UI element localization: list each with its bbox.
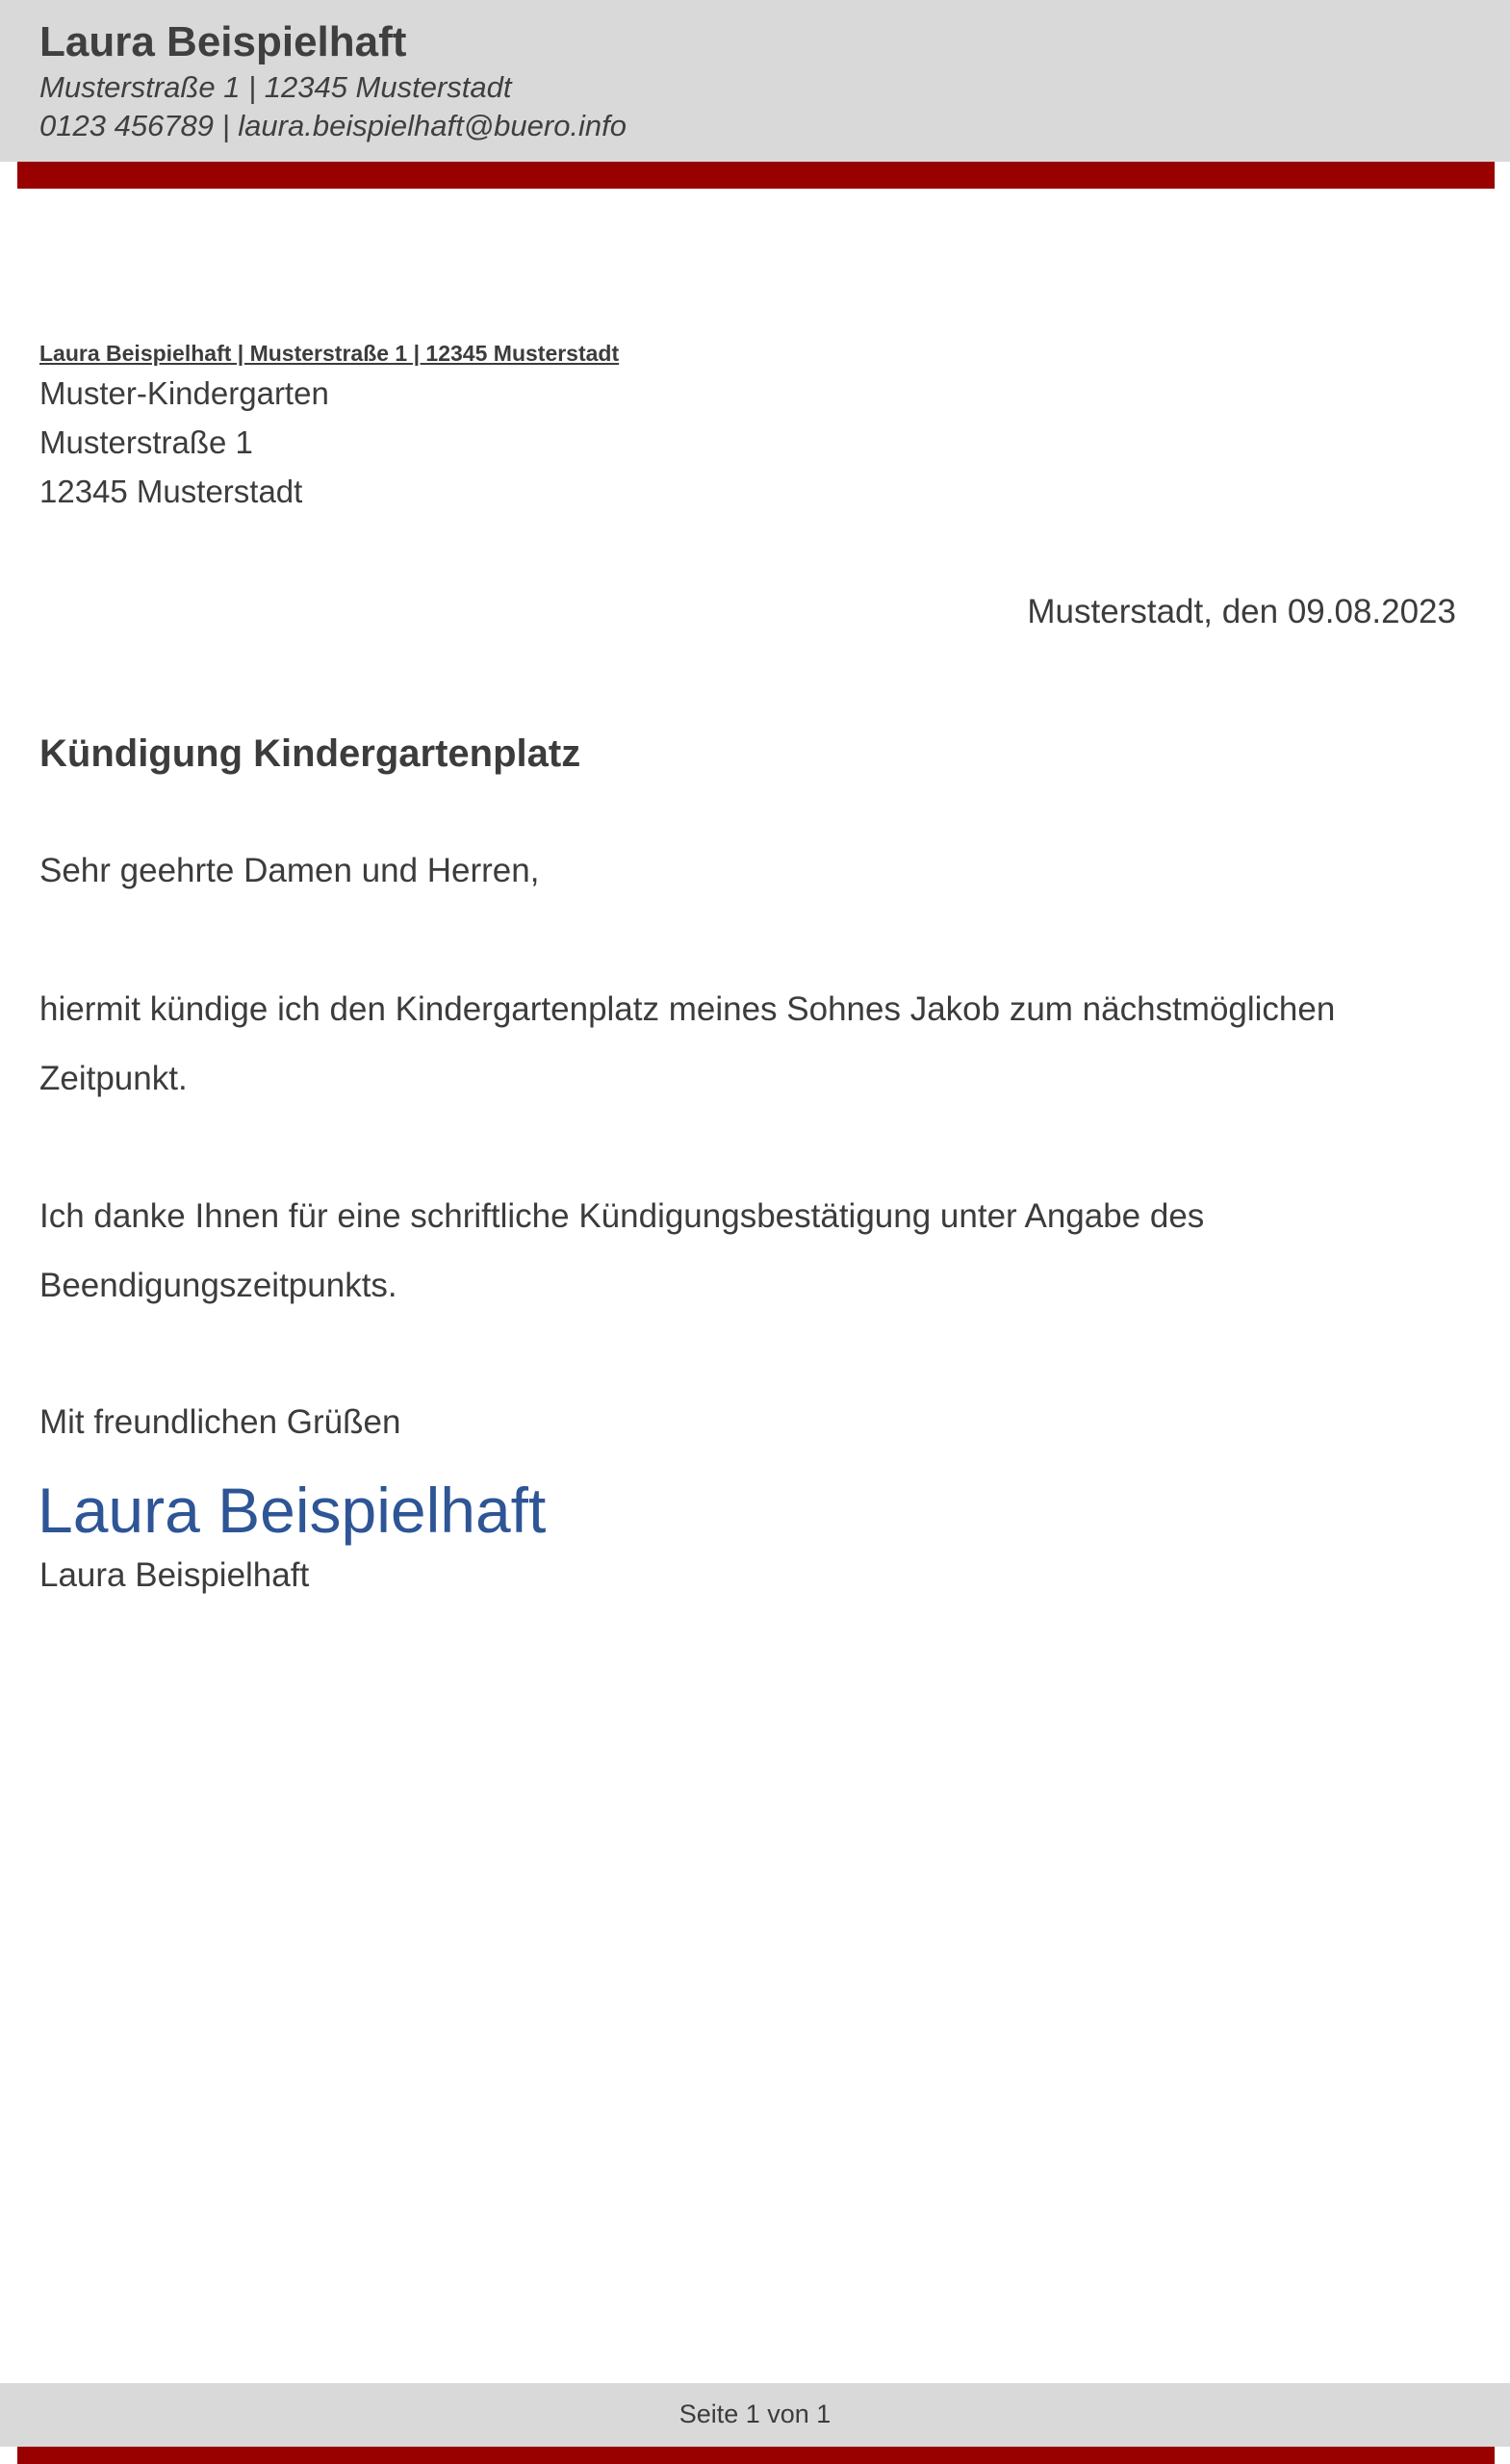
sender-address: Musterstraße 1 | 12345 Musterstadt — [39, 70, 512, 104]
letter-date: Musterstadt, den 09.08.2023 — [1027, 593, 1456, 630]
letter-subject: Kündigung Kindergartenplatz — [39, 732, 581, 775]
closing-phrase: Mit freundlichen Grüßen — [39, 1403, 401, 1441]
recipient-street: Musterstraße 1 — [39, 424, 253, 460]
sender-name: Laura Beispielhaft — [39, 18, 407, 65]
return-address-line: Laura Beispielhaft | Musterstraße 1 | 12345 Musterstadt — [39, 341, 620, 366]
recipient-name: Muster-Kindergarten — [39, 375, 329, 411]
body-paragraph-1: hiermit kündige ich den Kindergartenplatz meines Sohnes Jakob zum nächstmöglichen Zeitpunkt. — [39, 990, 1336, 1097]
letterhead-accent-rule — [17, 162, 1495, 189]
body-paragraph-2: Ich danke Ihnen für eine schriftliche Kündigungsbestätigung unter Angabe des Beendigungszeitpunkts. — [39, 1197, 1205, 1304]
recipient-city: 12345 Musterstadt — [39, 474, 303, 509]
signer-printed-name: Laura Beispielhaft — [39, 1556, 310, 1594]
page-number: Seite 1 von 1 — [678, 2400, 832, 2428]
salutation: Sehr geehrte Damen und Herren, — [39, 852, 540, 889]
sender-contact: 0123 456789 | laura.beispielhaft@buero.info — [39, 109, 627, 142]
footer-accent-rule — [17, 2447, 1495, 2464]
signature: Laura Beispielhaft — [38, 1475, 547, 1546]
